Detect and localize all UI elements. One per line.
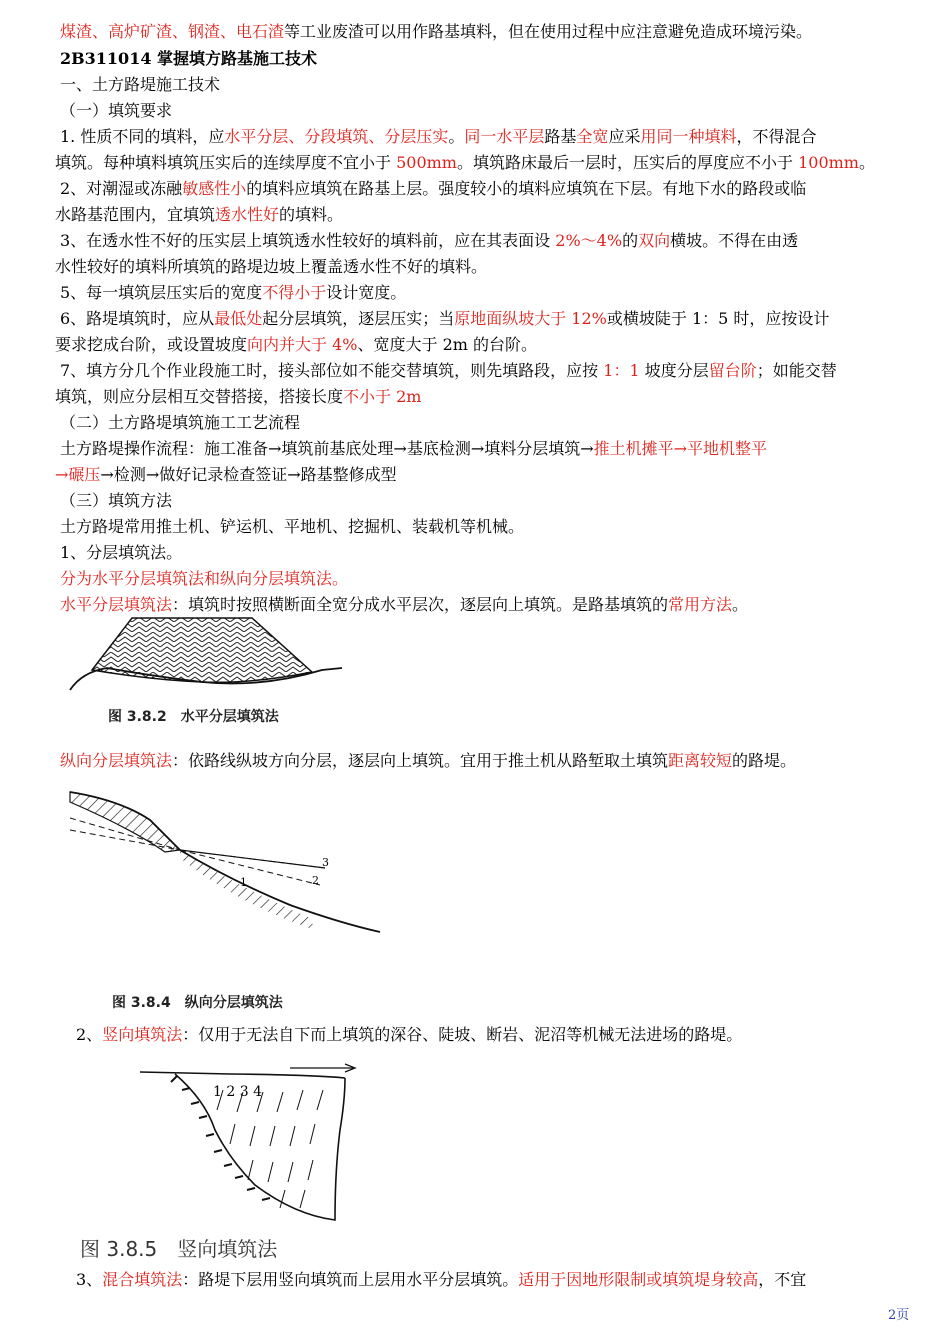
highlight-text: 最低处 <box>214 309 263 328</box>
highlight-text: 分为水平分层填筑法和纵向分层填筑法。 <box>60 569 349 588</box>
subsection-heading-1: （一）填筑要求 <box>60 101 173 120</box>
plain-text: 设计宽度。 <box>326 283 407 302</box>
highlight-text: 水平分层、分段填筑、分层压实 <box>224 127 449 146</box>
plain-text: 5、每一填筑层压实后的宽度 <box>60 283 263 302</box>
highlight-text: 不小于 2m <box>343 387 422 406</box>
highlight-text: 2%～4% <box>555 231 623 250</box>
plain-text: 。 <box>448 127 465 146</box>
highlight-text: 敏感性小 <box>182 179 247 198</box>
plain-text: 3、在透水性不好的压实层上填筑透水性较好的填料前，应在其表面设 <box>60 231 556 250</box>
highlight-text: 煤渣、高炉矿渣、钢渣、电石渣 <box>60 22 285 41</box>
highlight-text: 1：1 <box>603 361 640 380</box>
plain-text: 7、填方分几个作业段施工时，接头部位如不能交替填筑，则先填路段，应按 <box>60 361 604 380</box>
plain-text: ：路堤下层用竖向填筑而上层用水平分层填筑。 <box>182 1270 519 1289</box>
subsection-heading-3: （三）填筑方法 <box>60 491 173 510</box>
highlight-text: 向内并大于 4% <box>247 335 358 354</box>
plain-text: 。 <box>732 595 749 614</box>
text-line-16 <box>60 437 940 461</box>
text-line-8 <box>60 229 940 253</box>
highlight-text: 推土机摊平→平地机整平 <box>593 439 768 458</box>
plain-text: 要求挖成台阶，或设置坡度 <box>55 335 248 354</box>
plain-text: 。填筑路床最后一层时，压实后的厚度应不小于 <box>456 153 799 172</box>
plain-text: 坡度分层 <box>639 361 709 380</box>
plain-text: 2、 <box>76 1025 103 1044</box>
text-line-7 <box>55 203 935 227</box>
plain-text: ：填筑时按照横断面全宽分成水平层次，逐层向上填筑。是路基填筑的 <box>172 595 669 614</box>
plain-text: ：仅用于无法自下而上填筑的深谷、陡坡、断岩、泥沼等机械无法进场的路堤。 <box>182 1025 743 1044</box>
plain-text: 起分层填筑，逐层压实；当 <box>262 309 455 328</box>
text-line-11 <box>60 307 940 331</box>
plain-text: 路基 <box>544 127 577 146</box>
subsection-title: 一、土方路堤施工技术 <box>60 75 221 94</box>
plain-text: 的路堤。 <box>732 751 797 770</box>
plain-text: 填筑，则应分层相互交替搭接，搭接长度 <box>55 387 344 406</box>
highlight-text: 适用于因地形限制或填筑堤身较高 <box>518 1270 759 1289</box>
plain-text: →检测→做好记录检查签证→路基整修成型 <box>100 465 397 484</box>
highlight-text: 留台阶 <box>708 361 757 380</box>
text-line-0 <box>60 20 940 44</box>
plain-text: 、宽度大于 2m 的台阶。 <box>357 335 538 354</box>
page-number: 2页 <box>888 1308 910 1323</box>
text-line-25 <box>76 1268 950 1292</box>
plain-text: 的 <box>622 231 639 250</box>
plain-text: 横坡。不得在由透 <box>670 231 799 250</box>
text-line-9: 水性较好的填料所填筑的路堤边坡上覆盖透水性不好的填料。 <box>55 257 488 276</box>
plain-text: 6、路堤填筑时，应从 <box>60 309 215 328</box>
highlight-text: 全宽 <box>576 127 609 146</box>
figure-longitudinal-layering <box>60 780 390 940</box>
layer-labels: 1 2 3 4 <box>213 1084 262 1100</box>
highlight-text: 双向 <box>638 231 671 250</box>
highlight-text: 同一水平层 <box>464 127 545 146</box>
plain-text: 1. 性质不同的填料，应 <box>60 127 225 146</box>
plain-text: ；如能交替 <box>756 361 837 380</box>
highlight-text: 距离较短 <box>668 751 733 770</box>
highlight-text: 竖向填筑法 <box>102 1025 183 1044</box>
highlight-text: 500mm <box>396 153 457 172</box>
plain-text: 的填料应填筑在路基上层。强度较小的填料应填筑在下层。有地下水的路段或临 <box>246 179 807 198</box>
text-line-4 <box>60 125 940 149</box>
highlight-text: 纵向分层填筑法 <box>60 751 173 770</box>
plain-text: 应采 <box>608 127 641 146</box>
text-line-10 <box>60 281 940 305</box>
section-heading: 2B311014 掌握填方路基施工技术 <box>60 49 318 68</box>
text-line-14 <box>55 385 935 409</box>
label-3: 3 <box>322 856 329 869</box>
plain-text: 或横坡陡于 1：5 时，应按设计 <box>606 309 830 328</box>
highlight-text: 不得小于 <box>262 283 327 302</box>
highlight-text: 透水性好 <box>215 205 280 224</box>
highlight-text: 原地面纵坡大于 12% <box>454 309 607 328</box>
plain-text: 。 <box>858 153 875 172</box>
plain-text: ，不宜 <box>758 1270 807 1289</box>
plain-text: 土方路堤操作流程：施工准备→填筑前基底处理→基底检测→填料分层填筑→ <box>60 439 594 458</box>
plain-text: ，不得混合 <box>736 127 817 146</box>
text-line-24 <box>76 1023 950 1047</box>
highlight-text: 100mm <box>798 153 859 172</box>
plain-text: 的填料。 <box>279 205 344 224</box>
highlight-text: →碾压 <box>55 465 101 484</box>
plain-text: 3、 <box>76 1270 103 1289</box>
figure-caption-1: 图 3.8.2 水平分层填筑法 <box>108 709 279 725</box>
plain-text: 水路基范围内，宜填筑 <box>55 205 216 224</box>
plain-text: 等工业废渣可以用作路基填料，但在使用过程中应注意避免造成环境污染。 <box>284 22 813 41</box>
highlight-text: 混合填筑法 <box>102 1270 183 1289</box>
text-line-13 <box>60 359 940 383</box>
highlight-text: 水平分层填筑法 <box>60 595 173 614</box>
label-2: 2 <box>312 874 319 887</box>
text-line-23 <box>60 749 940 773</box>
figure-caption-2: 图 3.8.4 纵向分层填筑法 <box>112 995 283 1011</box>
text-line-21 <box>60 567 940 591</box>
plain-text: ：依路线纵坡方向分层，逐层向上填筑。宜用于推土机从路堑取土填筑 <box>172 751 669 770</box>
text-line-5 <box>55 151 935 175</box>
text-line-19: 土方路堤常用推土机、铲运机、平地机、挖掘机、装载机等机械。 <box>60 517 525 536</box>
plain-text: 填筑。每种填料填筑压实后的连续厚度不宜小于 <box>55 153 397 172</box>
text-line-6 <box>60 177 940 201</box>
text-line-20: 1、分层填筑法。 <box>60 543 183 562</box>
figure-caption-3: 图 3.8.5 竖向填筑法 <box>80 1237 278 1261</box>
highlight-text: 常用方法 <box>668 595 733 614</box>
figure-horizontal-layering <box>62 612 352 704</box>
highlight-text: 用同一种填料 <box>640 127 737 146</box>
subsection-heading-2: （二）土方路堤填筑施工工艺流程 <box>60 413 301 432</box>
plain-text: 2、对潮湿或冻融 <box>60 179 183 198</box>
text-line-12 <box>55 333 935 357</box>
label-1: 1 <box>240 876 247 889</box>
text-line-17 <box>55 463 935 487</box>
figure-vertical-filling <box>135 1050 385 1225</box>
